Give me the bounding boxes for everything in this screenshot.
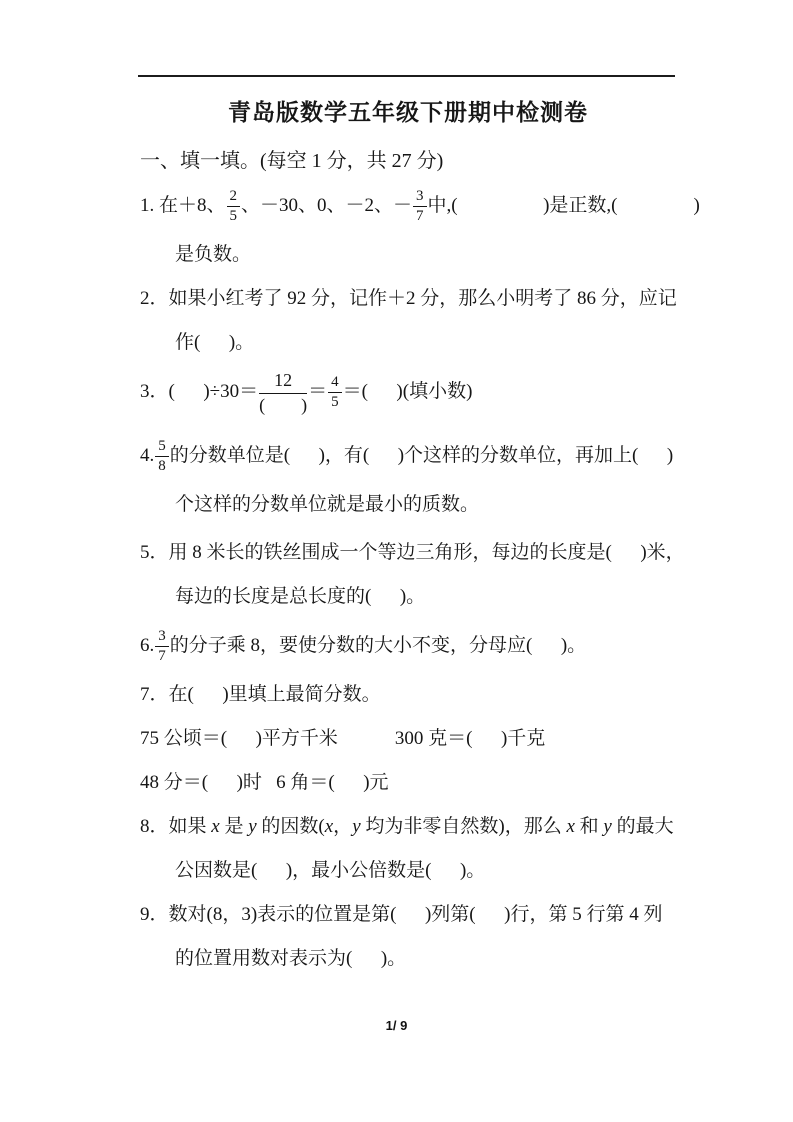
section-1-heading: 一、填一填。(每空 1 分，共 27 分) bbox=[140, 150, 444, 172]
fraction-numerator: 5 bbox=[155, 438, 169, 457]
q3-text-1: 3．( )÷30＝ bbox=[140, 381, 259, 402]
fraction-denominator: 7 bbox=[416, 208, 424, 225]
question-5-line-2: 每边的长度是总长度的( )。 bbox=[175, 586, 426, 607]
question-3-line-1 bbox=[140, 365, 676, 419]
fraction-denominator: 5 bbox=[229, 208, 238, 225]
q4-number: 4. bbox=[140, 445, 155, 466]
question-4-line-1 bbox=[140, 429, 676, 483]
fraction-3-7 bbox=[155, 628, 169, 666]
variable-y: y bbox=[603, 816, 612, 837]
fraction-numerator: 3 bbox=[413, 188, 427, 207]
page-number: 1/ 9 bbox=[385, 1018, 408, 1033]
fraction-3-7 bbox=[413, 188, 427, 226]
question-9-line-1: 9．数对(8，3)表示的位置是第( )列第( )行，第 5 行第 4 列 bbox=[140, 904, 663, 925]
variable-y: y bbox=[352, 816, 361, 837]
q8-text: 和 bbox=[574, 816, 604, 837]
q1-text-2: 、－30、0、－2、－ bbox=[241, 195, 413, 216]
fraction-numerator: 2 bbox=[227, 188, 241, 207]
question-5-line-1: 5．用 8 米长的铁丝围成一个等边三角形，每边的长度是( )米， bbox=[140, 542, 685, 563]
q7-conversion-jiao: 6 角＝( )元 bbox=[276, 772, 389, 793]
q7-conversion-hectare: 75 公顷＝( )平方千米 bbox=[140, 728, 338, 749]
fraction-2-5 bbox=[227, 188, 241, 226]
question-2-line-2: 作( )。 bbox=[175, 332, 255, 353]
q8-text: 的最大 bbox=[611, 816, 674, 837]
q7-conversion-minute: 48 分＝( )时 bbox=[140, 772, 262, 793]
question-7-line-3 bbox=[140, 761, 676, 805]
q1-text-3: 中,( )是正数,( ) bbox=[427, 195, 700, 216]
q6-number: 6. bbox=[140, 635, 155, 656]
fraction-denominator: 8 bbox=[158, 458, 166, 475]
q1-text-1: 1. 在＋8、 bbox=[140, 195, 226, 216]
fraction-12-blank bbox=[259, 370, 307, 415]
fraction-denominator: ( ) bbox=[259, 394, 308, 415]
question-1-line-1 bbox=[140, 179, 700, 233]
q4-text: 的分数单位是( )，有( )个这样的分数单位，再加上( ) bbox=[169, 445, 674, 466]
q8-text: ， bbox=[333, 816, 353, 837]
fraction-numerator: 12 bbox=[259, 370, 307, 394]
question-9-line-2: 的位置用数对表示为( )。 bbox=[175, 948, 407, 969]
question-8-line-2: 公因数是( )，最小公倍数是( )。 bbox=[175, 860, 486, 881]
q6-text: 的分子乘 8，要使分数的大小不变，分母应( )。 bbox=[169, 635, 587, 656]
q7-gap bbox=[262, 772, 276, 793]
fraction-4-5 bbox=[328, 374, 342, 412]
q3-text-3: ＝( )(填小数) bbox=[342, 381, 473, 402]
variable-x: x bbox=[566, 816, 575, 837]
variable-y: y bbox=[248, 816, 257, 837]
fraction-5-8 bbox=[155, 438, 169, 476]
fraction-denominator: 5 bbox=[331, 394, 339, 411]
variable-x: x bbox=[211, 816, 220, 837]
question-7-line-2 bbox=[140, 717, 676, 761]
fraction-denominator: 7 bbox=[158, 648, 166, 665]
q7-conversion-gram: 300 克＝( )千克 bbox=[394, 728, 546, 749]
q7-gap bbox=[338, 728, 395, 749]
q3-text-2: ＝ bbox=[308, 381, 328, 402]
q8-text: 的因数( bbox=[256, 816, 325, 837]
q8-text: 8．如果 bbox=[140, 816, 212, 837]
question-7-line-1: 7．在( )里填上最简分数。 bbox=[140, 684, 381, 705]
fraction-numerator: 3 bbox=[155, 628, 169, 647]
q8-text: 均为非零自然数)，那么 bbox=[360, 816, 567, 837]
question-1-line-2: 是负数。 bbox=[175, 244, 252, 265]
question-6-line-1 bbox=[140, 619, 676, 673]
page-content bbox=[140, 0, 700, 981]
question-8-line-1 bbox=[140, 805, 676, 849]
variable-x: x bbox=[324, 816, 334, 837]
fraction-numerator: 4 bbox=[328, 374, 342, 393]
question-4-line-2: 个这样的分数单位就是最小的质数。 bbox=[175, 494, 480, 515]
page-title: 青岛版数学五年级下册期中检测卷 bbox=[228, 99, 588, 125]
q8-text: 是 bbox=[219, 816, 249, 837]
question-2-line-1: 2．如果小红考了 92 分，记作＋2 分，那么小明考了 86 分，应记 bbox=[140, 288, 677, 309]
